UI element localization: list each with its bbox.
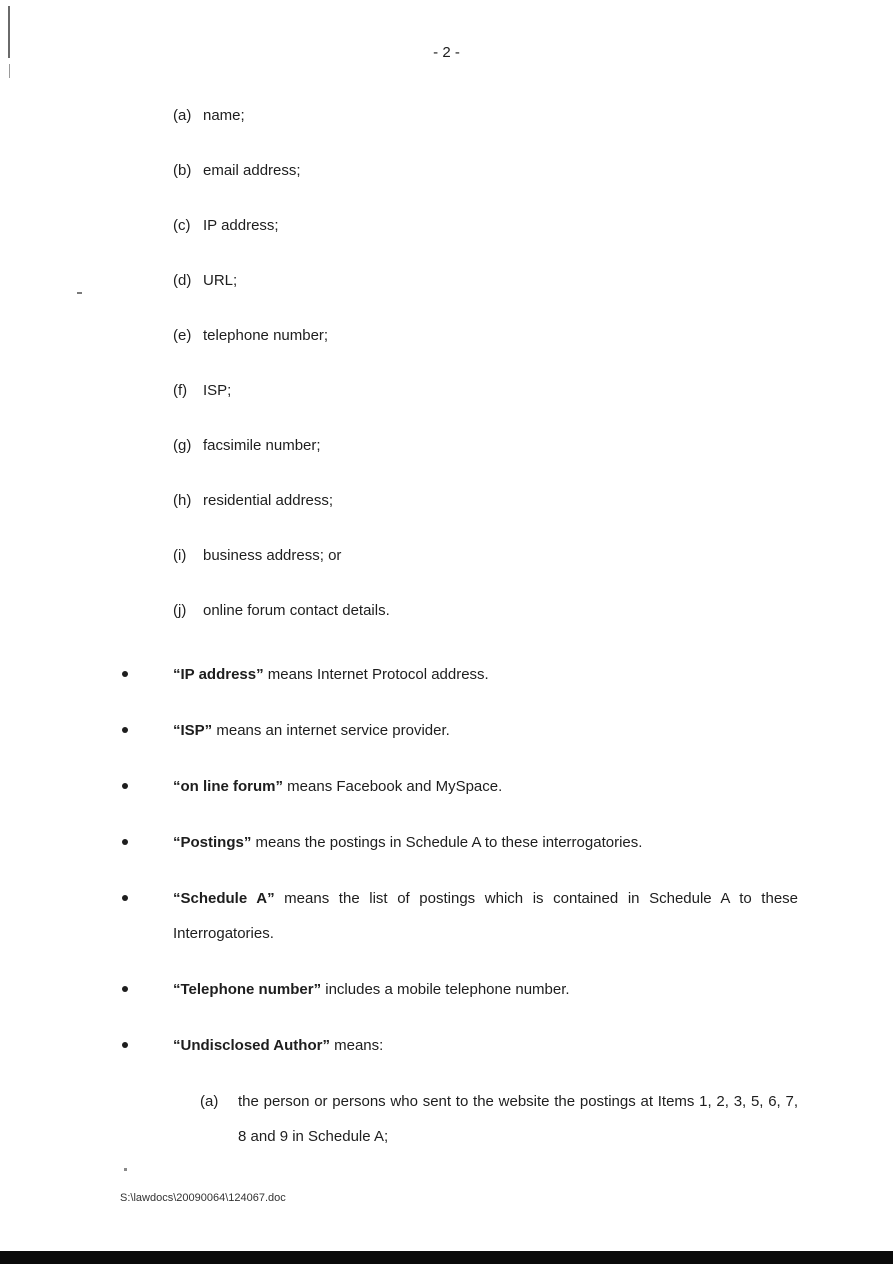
item-text: URL;: [203, 272, 238, 289]
definition-text: [173, 881, 798, 951]
bullet-icon: [122, 1028, 173, 1048]
definition-term: “Telephone number”: [173, 981, 322, 998]
definition-term: “ISP”: [173, 722, 213, 739]
definition-term: “on line forum”: [173, 778, 283, 795]
item-letter: (i): [173, 547, 187, 564]
bullet-icon: [122, 657, 173, 677]
definition-item: [122, 657, 798, 692]
item-letter: (f): [173, 382, 188, 399]
definition-item: [122, 1028, 798, 1063]
definitions-list: [122, 657, 798, 1063]
item-text: IP address;: [203, 217, 279, 234]
item-text: online forum contact details.: [203, 602, 390, 619]
bullet-icon: [122, 713, 173, 733]
definition-text: [173, 825, 798, 860]
item-letter: (b): [173, 162, 192, 179]
item-text: ISP;: [203, 382, 232, 399]
page-number: - 2 -: [433, 44, 460, 61]
scan-artifact-line: [8, 6, 10, 58]
bullet-icon: [122, 972, 173, 992]
item-text: email address;: [203, 162, 301, 179]
item-text: name;: [203, 107, 245, 124]
definition-rest: means an internet service provider.: [212, 722, 450, 739]
lettered-item: [173, 547, 893, 565]
definition-text: [173, 657, 798, 692]
bullet-icon: [122, 769, 173, 789]
definition-term: “Schedule A”: [173, 890, 275, 907]
lettered-item: [173, 272, 893, 290]
definition-text: [173, 972, 798, 1007]
item-letter: (c): [173, 217, 191, 234]
definition-text: [173, 769, 798, 804]
definition-rest: means:: [329, 1037, 384, 1054]
lettered-item: [173, 327, 893, 345]
item-letter: (g): [173, 437, 192, 454]
item-text: telephone number;: [203, 327, 329, 344]
item-text: the person or persons who sent to the website the postings at Items 1, 2, 3, 5, 6, 7, 8 and 9 in Schedule A;: [238, 1093, 798, 1145]
item-text: facsimile number;: [203, 437, 321, 454]
definition-item: [122, 825, 798, 860]
definition-item: [122, 713, 798, 748]
lettered-item: [173, 107, 893, 125]
definition-rest: means the list of postings which is contained in Schedule A to these Interrogatories.: [173, 890, 798, 942]
definition-term: “IP address”: [173, 666, 264, 683]
definition-text: [173, 713, 798, 748]
lettered-item: [173, 162, 893, 180]
item-letter: (e): [173, 327, 192, 344]
lettered-item: [173, 437, 893, 455]
sub-item: [200, 1084, 798, 1154]
definition-rest: means Facebook and MySpace.: [283, 778, 503, 795]
lettered-item: [173, 217, 893, 235]
lettered-item: [173, 602, 893, 620]
item-text: residential address;: [203, 492, 334, 509]
definition-item: [122, 769, 798, 804]
scan-artifact-line-dash: [9, 64, 10, 78]
scan-artifact-dot: [124, 1168, 127, 1171]
lettered-list: [173, 107, 893, 620]
definition-item: [122, 972, 798, 1007]
item-letter: (h): [173, 492, 192, 509]
definition-term: “Undisclosed Author”: [173, 1037, 330, 1054]
scan-edge-bar: [0, 1251, 893, 1264]
sub-lettered-list: [200, 1084, 798, 1154]
bullet-icon: [122, 825, 173, 845]
definition-term: “Postings”: [173, 834, 252, 851]
lettered-item: [173, 492, 893, 510]
lettered-item: [173, 382, 893, 400]
bullet-icon: [122, 881, 173, 901]
scan-artifact-dot: [77, 292, 82, 294]
definition-rest: includes a mobile telephone number.: [321, 981, 570, 998]
definition-rest: means the postings in Schedule A to these interrogatories.: [251, 834, 643, 851]
definition-text: [173, 1028, 798, 1063]
item-letter: (j): [173, 602, 187, 619]
item-text: business address; or: [203, 547, 342, 564]
definition-item: [122, 881, 798, 951]
definition-rest: means Internet Protocol address.: [263, 666, 489, 683]
footer-file-path: S:\lawdocs\20090064\124067.doc: [120, 1192, 286, 1204]
item-letter: (a): [200, 1093, 219, 1110]
item-letter: (a): [173, 107, 192, 124]
item-letter: (d): [173, 272, 192, 289]
